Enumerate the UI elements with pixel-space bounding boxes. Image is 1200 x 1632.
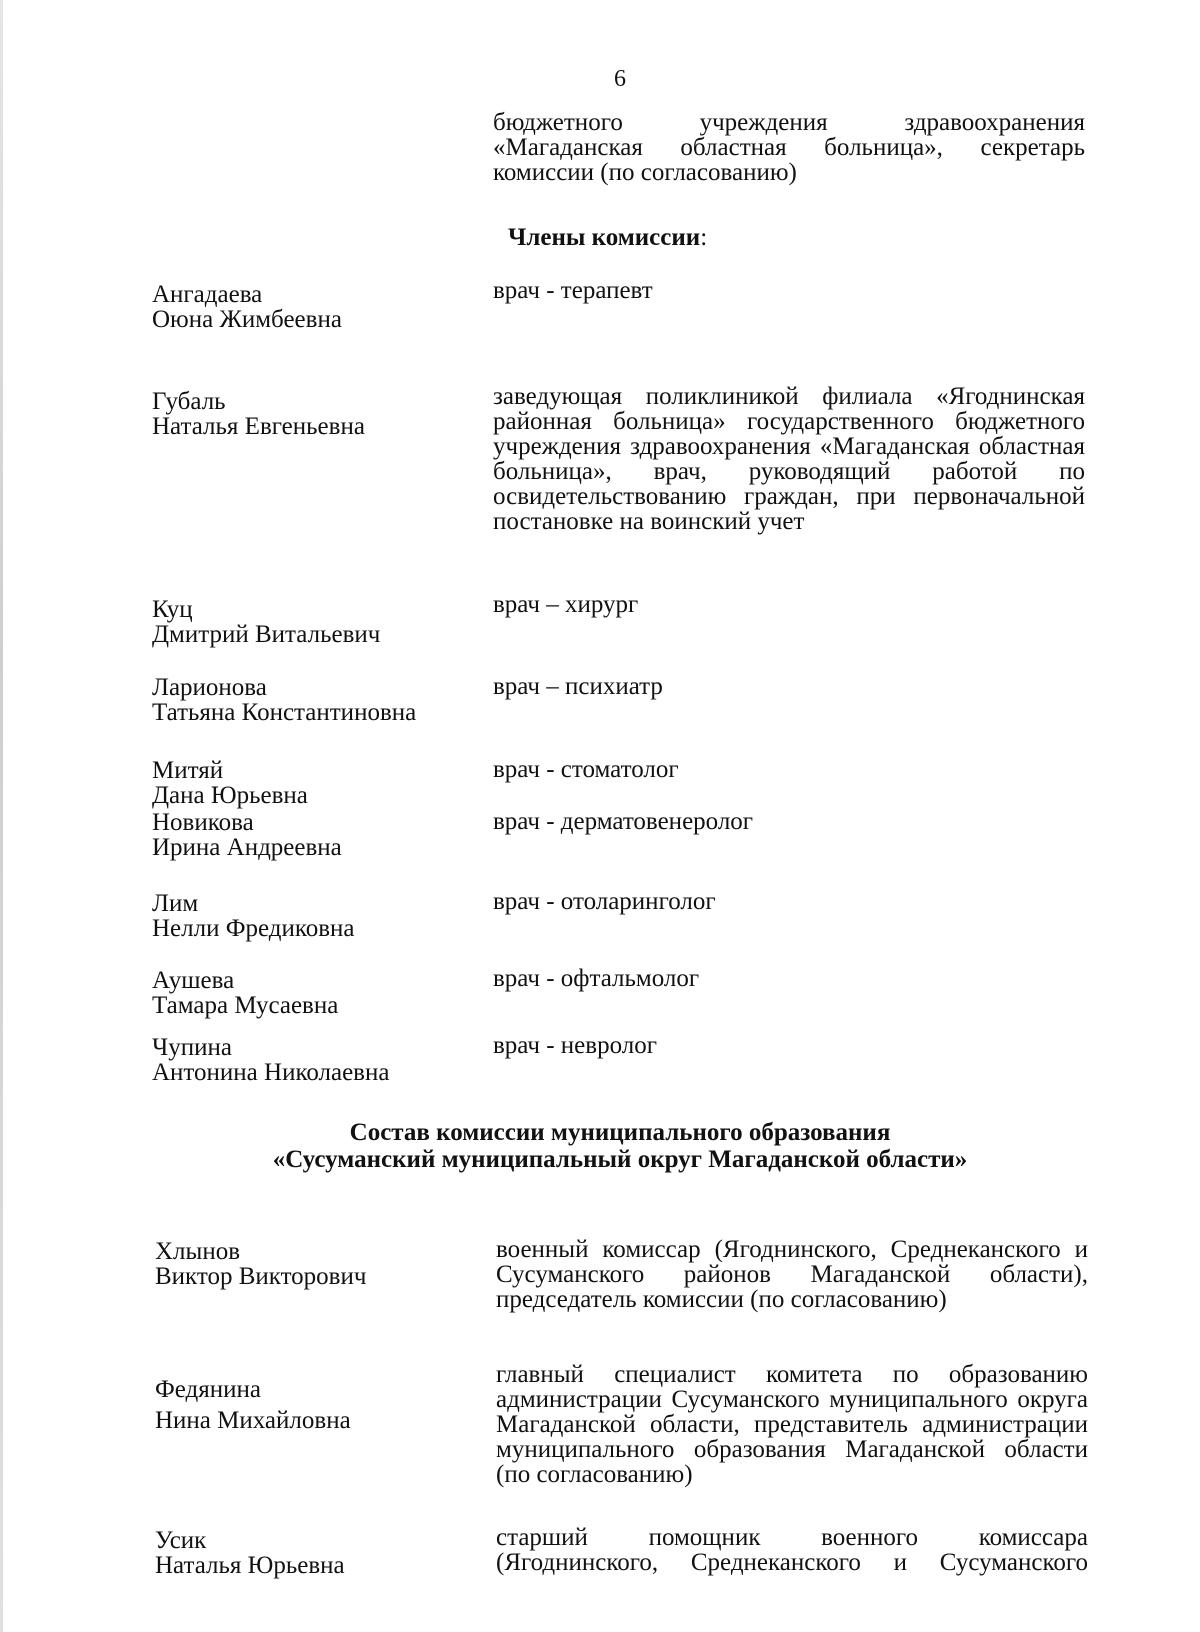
member-surname: Лим <box>152 890 199 917</box>
member-name <box>152 675 416 725</box>
member-surname: Чупина <box>152 1034 232 1061</box>
member-name <box>152 282 342 332</box>
member-name <box>155 1239 366 1289</box>
member-name <box>152 597 380 647</box>
members-heading-text: Члены комиссии <box>508 224 701 251</box>
member-role: заведующая поликлиникой филиала «Ягоднинская районная больница» государственного бюджетного учреждения здравоохранения «Магаданская областная больница», врач, руководящий работой по освидетельствованию граждан, при первоначальной постановке на воинский учет <box>493 383 1085 535</box>
member-surname: Куц <box>152 596 193 623</box>
member-role: военный комиссар (Ягоднинского, Среднеканского и Сусуманского районов Магаданской области), председатель комиссии (по согласованию) <box>496 1236 1088 1313</box>
member-role: врач - стоматолог <box>493 756 679 783</box>
member-name <box>152 891 355 941</box>
member-role: старший помощник военного комиссара (Ягоднинского, Среднеканского и Сусуманского <box>496 1524 1088 1576</box>
member-name <box>152 1035 389 1085</box>
member-given-names: Наталья Евгеньевна <box>152 413 365 440</box>
member-surname: Ангадаева <box>152 281 263 308</box>
member-role: врач - невролог <box>493 1032 657 1059</box>
scan-edge <box>0 0 3 1632</box>
member-role: врач – хирург <box>493 591 639 618</box>
member-given-names: Наталья Юрьевна <box>155 1552 345 1579</box>
member-surname: Новикова <box>152 809 254 836</box>
section-heading-line-1: Состав комиссии муниципального образования <box>349 1119 891 1146</box>
member-surname: Усик <box>155 1527 207 1554</box>
member-name <box>152 968 338 1018</box>
member-name <box>155 1374 351 1436</box>
member-surname: Ларионова <box>152 674 267 701</box>
member-given-names: Дмитрий Витальевич <box>152 621 381 648</box>
section-heading-line-2: «Сусуманский муниципальный округ Магаданской области» <box>272 1146 968 1173</box>
member-given-names: Виктор Викторович <box>155 1263 367 1290</box>
member-name <box>152 389 365 439</box>
member-given-names: Антонина Николаевна <box>152 1059 390 1086</box>
intro-paragraph: бюджетного учреждения здравоохранения «Магаданская областная больница», секретарь комиссии (по согласованию) <box>493 109 1085 186</box>
section-heading <box>0 1119 1200 1173</box>
member-surname: Губаль <box>152 388 226 415</box>
member-given-names: Нина Михайловна <box>155 1407 351 1434</box>
member-given-names: Тамара Мусаевна <box>152 992 339 1019</box>
member-role: врач - дерматовенеролог <box>493 808 754 835</box>
members-heading <box>493 224 1100 252</box>
member-role: врач - офтальмолог <box>493 965 700 992</box>
page-number: 6 <box>614 66 626 92</box>
member-name <box>152 810 342 860</box>
member-given-names: Нелли Фредиковна <box>152 915 355 942</box>
member-surname: Митяй <box>152 757 224 784</box>
member-given-names: Оюна Жимбеевна <box>152 306 342 333</box>
member-surname: Хлынов <box>155 1238 241 1265</box>
member-role: врач - отоларинголог <box>493 888 716 915</box>
member-given-names: Татьяна Константиновна <box>152 699 417 726</box>
member-surname: Аушева <box>152 967 235 994</box>
member-name <box>152 758 308 808</box>
member-given-names: Ирина Андреевна <box>152 834 342 861</box>
member-role: главный специалист комитета по образованию администрации Сусуманского муниципального округа Магаданской области, представитель администрации муниципального образования Магаданской области (по согласованию) <box>496 1361 1088 1488</box>
member-role: врач - терапевт <box>493 277 653 304</box>
member-given-names: Дана Юрьевна <box>152 782 308 809</box>
members-heading-colon: : <box>700 224 708 251</box>
member-name <box>155 1528 345 1578</box>
member-surname: Федянина <box>155 1376 261 1403</box>
member-role: врач – психиатр <box>493 673 663 700</box>
